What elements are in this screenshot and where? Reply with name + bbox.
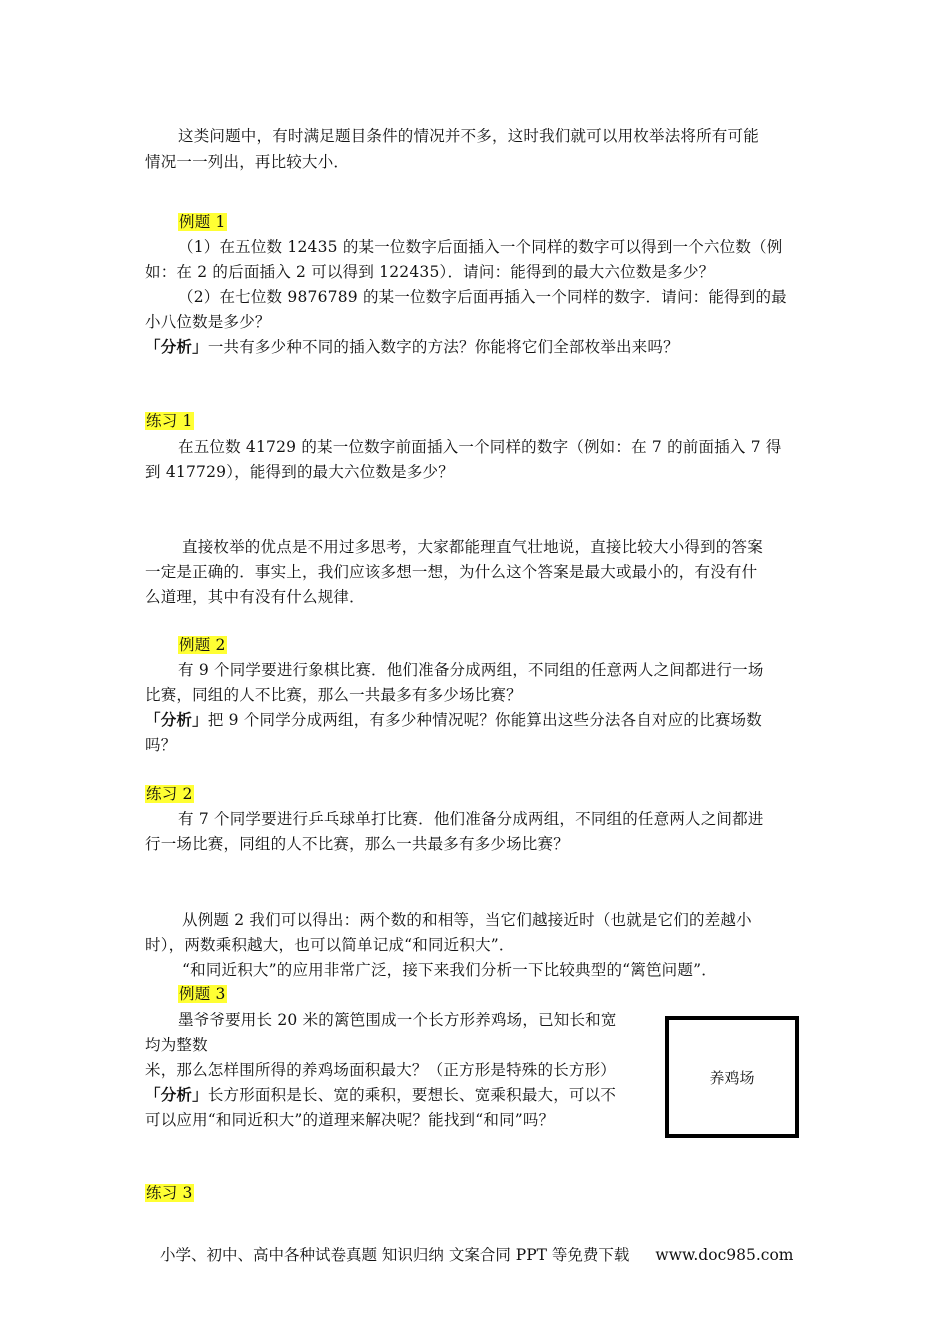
example-3-analysis-line-2: 可以应用“和同近积大”的道理来解决呢？能找到“和同”吗？ bbox=[145, 1111, 555, 1129]
practice-2-label: 练习 2 bbox=[146, 785, 193, 803]
analysis-label: 「分析」 bbox=[145, 338, 208, 356]
para-3-line-3: “和同近积大”的应用非常广泛，接下来我们分析一下比较典型的“篱笆问题”． bbox=[182, 961, 717, 979]
practice-2-line-2: 行一场比赛，同组的人不比赛，那么一共最多有多少场比赛？ bbox=[145, 835, 569, 853]
practice-3-heading bbox=[145, 1182, 194, 1204]
chicken-farm-figure bbox=[665, 1016, 799, 1138]
example-3-label: 例题 3 bbox=[179, 985, 226, 1003]
analysis-label: 「分析」 bbox=[145, 1086, 208, 1104]
example-1-heading bbox=[178, 211, 227, 233]
practice-3-label: 练习 3 bbox=[146, 1184, 193, 1202]
intro-line-2: 情况一一列出，再比较大小． bbox=[145, 153, 350, 171]
footer-url[interactable]: www.doc985.com bbox=[655, 1246, 794, 1264]
practice-2-line-1: 有 7 个同学要进行乒乓球单打比赛．他们准备分成两组，不同组的任意两人之间都进 bbox=[178, 810, 764, 828]
practice-1-line-2: 到 417729），能得到的最大六位数是多少？ bbox=[145, 463, 454, 481]
para-3-line-2: 时），两数乘积越大，也可以简单记成“和同近积大”． bbox=[145, 936, 515, 954]
example-1-analysis bbox=[145, 336, 679, 358]
example-3-line-1: 墨爷爷要用长 20 米的篱笆围成一个长方形养鸡场，已知长和宽 bbox=[178, 1011, 617, 1029]
example-2-analysis-line-2: 吗？ bbox=[145, 736, 177, 754]
example-2-line-2: 比赛，同组的人不比赛，那么一共最多有多少场比赛？ bbox=[145, 686, 522, 704]
practice-1-heading bbox=[145, 410, 194, 432]
example-1-q1-line-2: 如：在 2 的后面插入 2 可以得到 122435）．请问：能得到的最大六位数是多少？ bbox=[145, 263, 715, 281]
example-1-q2-line-2: 小八位数是多少？ bbox=[145, 313, 271, 331]
example-2-line-1: 有 9 个同学要进行象棋比赛．他们准备分成两组，不同组的任意两人之间都进行一场 bbox=[178, 661, 764, 679]
practice-1-label: 练习 1 bbox=[146, 412, 193, 430]
example-1-q2-line-1: （2）在七位数 9876789 的某一位数字后面再插入一个同样的数字．请问：能得到的最 bbox=[178, 288, 787, 306]
example-1-analysis-text: 一共有多少种不同的插入数字的方法？你能将它们全部枚举出来吗？ bbox=[207, 338, 679, 356]
example-3-analysis bbox=[145, 1084, 616, 1106]
practice-2-heading bbox=[145, 783, 194, 805]
para-2-line-1: 直接枚举的优点是不用过多思考，大家都能理直气壮地说，直接比较大小得到的答案 bbox=[182, 538, 763, 556]
example-1-label: 例题 1 bbox=[179, 213, 226, 231]
example-3-line-3: 米，那么怎样围所得的养鸡场面积最大？（正方形是特殊的长方形） bbox=[145, 1061, 617, 1079]
practice-1-line-1: 在五位数 41729 的某一位数字前面插入一个同样的数字（例如：在 7 的前面插入 7 得 bbox=[178, 438, 782, 456]
footer-text: 小学、初中、高中各种试卷真题 知识归纳 文案合同 PPT 等免费下载 bbox=[160, 1246, 630, 1264]
page-footer bbox=[160, 1244, 793, 1266]
intro-line-1: 这类问题中，有时满足题目条件的情况并不多，这时我们就可以用枚举法将所有可能 bbox=[178, 127, 759, 145]
example-3-analysis-text: 长方形面积是长、宽的乘积，要想长、宽乘积最大，可以不 bbox=[207, 1086, 617, 1104]
example-3-line-2: 均为整数 bbox=[145, 1036, 208, 1054]
example-3-heading bbox=[178, 983, 227, 1005]
example-2-heading bbox=[178, 634, 227, 656]
example-2-analysis bbox=[145, 709, 762, 731]
para-2-line-3: 么道理，其中有没有什么规律． bbox=[145, 588, 365, 606]
analysis-label: 「分析」 bbox=[145, 711, 208, 729]
para-3-line-1: 从例题 2 我们可以得出：两个数的和相等，当它们越接近时（也就是它们的差越小 bbox=[182, 911, 752, 929]
example-2-label: 例题 2 bbox=[179, 636, 226, 654]
example-2-analysis-text: 把 9 个同学分成两组，有多少种情况呢？你能算出这些分法各自对应的比赛场数 bbox=[207, 711, 762, 729]
example-1-q1-line-1: （1）在五位数 12435 的某一位数字后面插入一个同样的数字可以得到一个六位数（例 bbox=[178, 238, 783, 256]
chicken-farm-label: 养鸡场 bbox=[709, 1068, 755, 1087]
para-2-line-2: 一定是正确的．事实上，我们应该多想一想，为什么这个答案是最大或最小的，有没有什 bbox=[145, 563, 758, 581]
